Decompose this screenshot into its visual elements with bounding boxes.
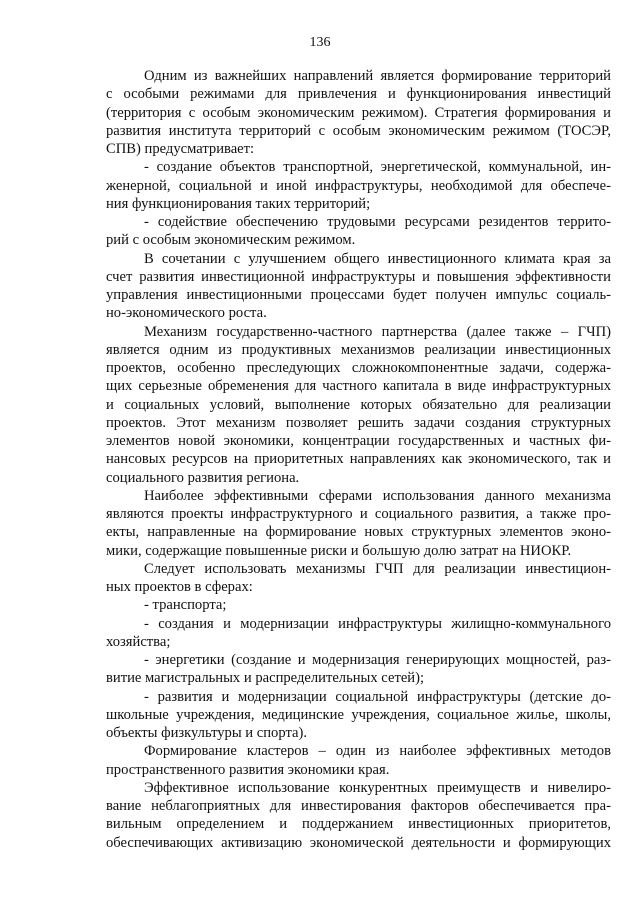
text-line: - создания и модернизации инфраструктуры жилищно-коммунального [144, 615, 611, 632]
text-line: социального развития региона. [106, 469, 300, 486]
text-line: витие магистральных и распределительных сетей); [106, 670, 425, 687]
text-line: обеспечивающих активизацию экономической деятельности и формирующих [106, 834, 611, 851]
text-line: объекты физкультуры и спорта). [106, 725, 307, 741]
text-line: Механизм государственно-частного партнерства (далее также – ГЧП) [144, 323, 611, 340]
text-line: екты, направленные на формирование новых структурных элементов эконо- [106, 524, 611, 541]
text-line: Следует использовать механизмы ГЧП для реализации инвестицион- [144, 560, 611, 577]
text-line: элементов новой экономики, концентрации государственных и частных фи- [106, 433, 611, 449]
text-line: проектов, особенно преследующих сложнокомпонентные задачи, содержа- [106, 360, 611, 376]
text-line: Формирование кластеров – один из наиболее эффективных методов [144, 743, 611, 760]
text-line: развития института территорий с особым экономическим режимом (ТОСЭР, [106, 122, 611, 139]
text-line: ния функционирования таких территорий; [106, 195, 371, 212]
text-line: Наиболее эффективными сферами использования данного механизма [144, 487, 611, 504]
text-line: проектов. Этот механизм позволяет решить задачи создания структурных [106, 414, 611, 431]
text-line: ных проектов в сферах: [106, 579, 253, 595]
text-line: счет развития инвестиционной инфраструктуры и повышения эффективности [106, 268, 611, 285]
text-line: (территория с особым экономическим режимом). Стратегия формирования и [106, 104, 611, 121]
text-line: являются проекты инфраструктурного и социального развития, а также про- [106, 506, 611, 522]
text-line: хозяйства; [106, 633, 171, 650]
text-line: вание неблагоприятных для инвестирования факторов обеспечивается пра- [106, 798, 611, 814]
text-line: СПВ) предусматривает: [106, 141, 255, 157]
text-line: является одним из продуктивных механизмов реализации инвестиционных [106, 341, 611, 358]
text-line: - энергетики (создание и модернизация генерирующих мощностей, раз- [144, 652, 611, 668]
text-line: мики, содержащие повышенные риски и большую долю затрат на НИОКР. [106, 542, 572, 559]
text-line: Одним из важнейших направлений является формирование территорий [144, 68, 611, 84]
text-line: пространственного развития экономики края. [106, 761, 390, 778]
text-line: - развития и модернизации социальной инфраструктуры (детские до- [144, 688, 611, 705]
text-line: Эффективное использование конкурентных преимуществ и нивелиро- [144, 779, 611, 796]
text-line: с особыми режимами для привлечения и функционирования инвестиций [106, 86, 611, 103]
text-line: вильным определением и поддержанием инвестиционных приоритетов, [106, 816, 611, 833]
text-line: - транспорта; [144, 597, 227, 614]
text-line: женерной, социальной и иной инфраструктуры, необходимой для обеспече- [106, 177, 611, 194]
page-number: 136 [309, 35, 331, 50]
text-line: управления инвестиционными процессами будет получен импульс социаль- [106, 287, 611, 303]
body-text [106, 67, 611, 852]
text-line: и социальных условий, выполнение которых обязательно для реализации [106, 396, 611, 413]
text-line: школьные учреждения, медицинские учреждения, социальное жилье, школы, [106, 706, 611, 723]
text-line: но-экономического роста. [106, 305, 267, 322]
text-line: нансовых ресурсов на приоритетных направлениях как экономического, так и [106, 451, 611, 468]
text-line: рий с особым экономическим режимом. [106, 232, 356, 249]
text-line: - создание объектов транспортной, энергетической, коммунальной, ин- [144, 159, 611, 176]
text-line: - содействие обеспечению трудовыми ресурсами резидентов террито- [144, 214, 611, 230]
text-line: В сочетании с улучшением общего инвестиционного климата края за [144, 250, 611, 267]
text-line: щих серьезные обременения для частного капитала в виде инфраструктурных [106, 378, 611, 395]
